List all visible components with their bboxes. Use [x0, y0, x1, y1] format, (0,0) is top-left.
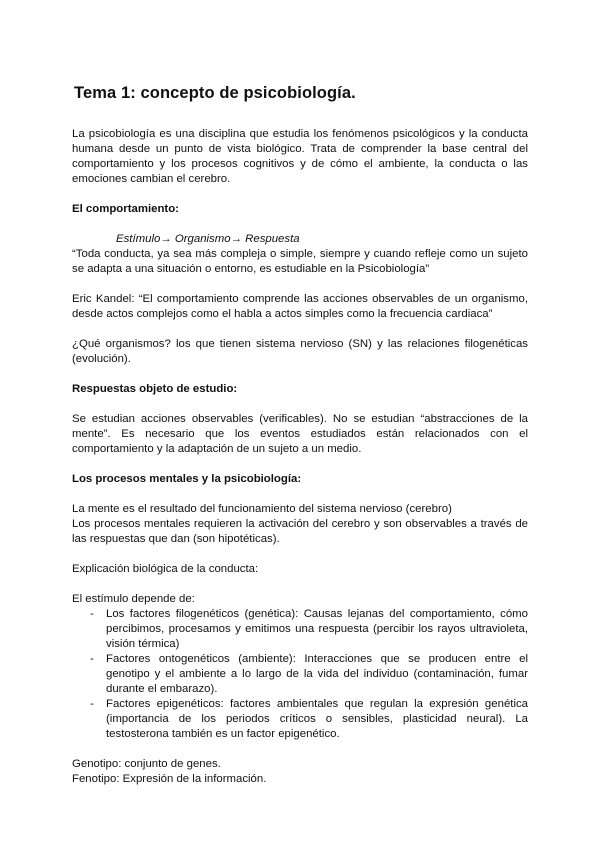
- bullet-dash: -: [90, 653, 94, 665]
- respuestas-paragraph: Se estudian acciones observables (verificables). No se estudian “abstracciones de la mente”. Es necesario que los eventos estudiados están relacionados con el comportamiento y la adaptación de un sujeto a un medio.: [72, 413, 528, 455]
- section-heading-comportamiento: El comportamiento:: [72, 203, 179, 215]
- genotipo-line: Genotipo: conjunto de genes.: [72, 758, 221, 770]
- fenotipo-line: Fenotipo: Expresión de la información.: [72, 773, 267, 785]
- factors-list: [72, 607, 528, 742]
- quote-paragraph: “Toda conducta, ya sea más compleja o simple, siempre y cuando refleje como un sujeto se adapta a una situación o entorno, es estudiable en la Psicobiología”: [72, 248, 528, 275]
- kandel-paragraph: Eric Kandel: “El comportamiento comprende las acciones observables de un organismo, desde actos complejos como el habla a actos simples como la frecuencia cardiaca”: [72, 293, 528, 320]
- list-item: - Factores ontogenéticos (ambiente): Interacciones que se producen entre el genotipo y el ambiente a lo largo de la vida del individuo (contaminación, fumar durante el embarazo).: [90, 653, 528, 695]
- procesos-paragraph: Los procesos mentales requieren la activación del cerebro y son observables a través de las respuestas que dan (son hipotéticas).: [72, 518, 528, 545]
- explicacion-line: Explicación biológica de la conducta:: [72, 563, 259, 575]
- list-item: - Factores epigenéticos: factores ambientales que regulan la expresión genética (importancia de los periodos críticos o sensibles, plasticidad neural). La testosterona también es un factor epigenético.: [90, 698, 528, 740]
- question-paragraph: ¿Qué organismos? los que tienen sistema nervioso (SN) y las relaciones filogenéticas (evolución).: [72, 338, 528, 365]
- section-heading-respuestas: Respuestas objeto de estudio:: [72, 383, 238, 395]
- estimulo-line: El estímulo depende de:: [72, 593, 195, 605]
- formula-line: Estímulo→ Organismo→ Respuesta: [116, 233, 300, 245]
- section-heading-procesos: Los procesos mentales y la psicobiología:: [72, 473, 302, 485]
- document-page: [72, 84, 528, 787]
- intro-paragraph: La psicobiología es una disciplina que estudia los fenómenos psicológicos y la conducta humana desde un punto de vista biológico. Trata de comprender la base central del comportamiento y los procesos cognitivos y de cómo el ambiente, la conducta o las emociones cambian el cerebro.: [72, 128, 528, 185]
- page-title: Tema 1: concepto de psicobiología.: [74, 84, 356, 102]
- bullet-dash: -: [90, 608, 94, 620]
- list-item: - Los factores filogenéticos (genética): Causas lejanas del comportamiento, cómo percibimos, procesamos y emitimos una respuesta (percibir los rayos ultravioleta, visión térmica): [90, 608, 528, 650]
- bullet-dash: -: [90, 698, 94, 710]
- mente-line: La mente es el resultado del funcionamiento del sistema nervioso (cerebro): [72, 503, 452, 515]
